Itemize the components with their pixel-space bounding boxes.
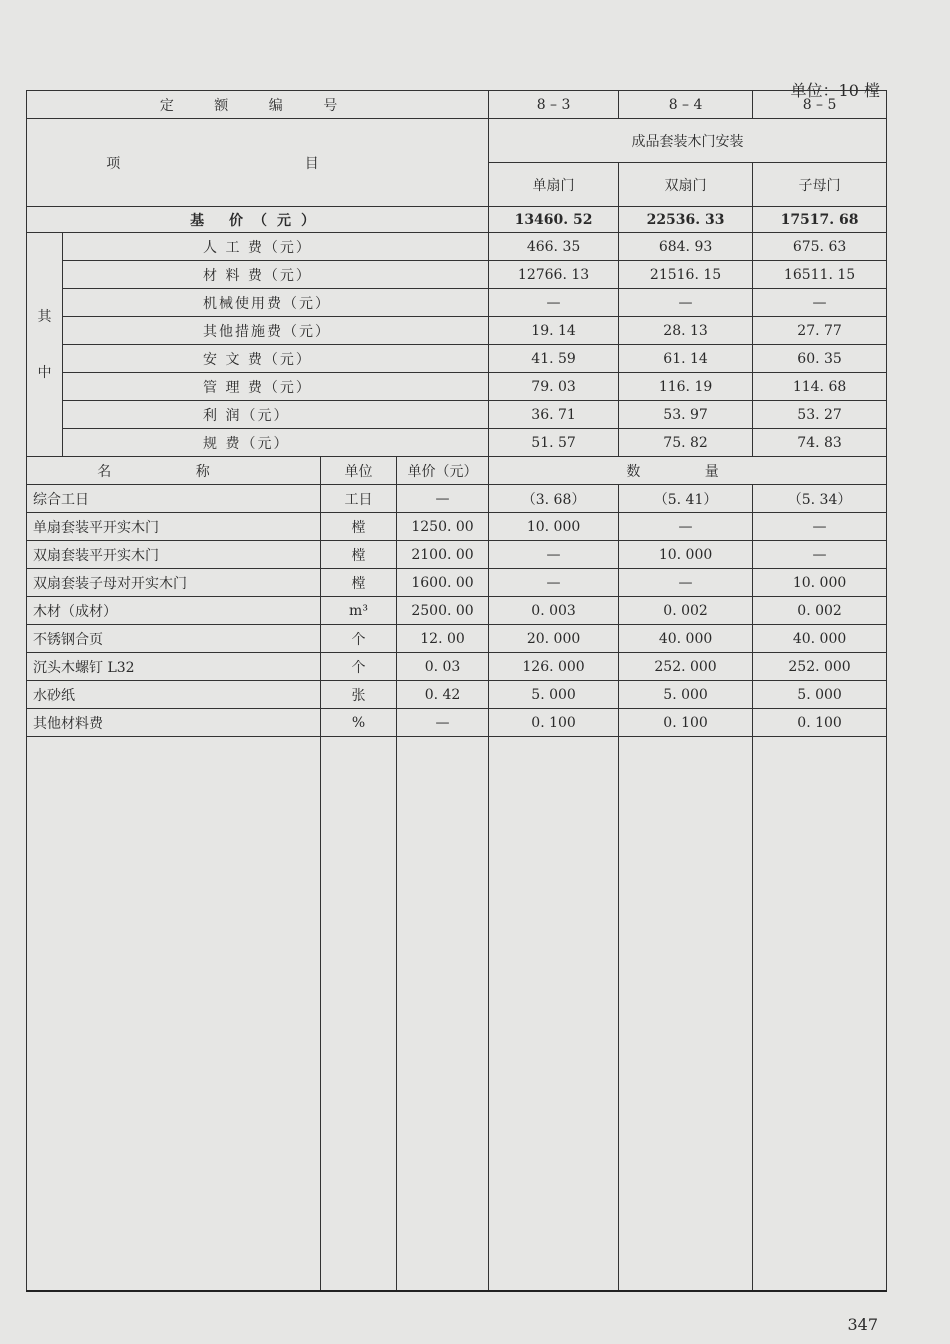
cost-value: 79. 03 [489, 373, 619, 401]
labor-value: （3. 68） [489, 485, 619, 513]
material-value: 252. 000 [619, 653, 753, 681]
material-value: 0. 002 [753, 597, 887, 625]
material-value: — [753, 541, 887, 569]
cost-label: 材 料 费（元） [63, 261, 489, 289]
material-unit: 个 [321, 625, 397, 653]
material-value: 40. 000 [619, 625, 753, 653]
material-unit: 樘 [321, 541, 397, 569]
cost-label: 人 工 费（元） [63, 233, 489, 261]
labor-unit-price: — [397, 485, 489, 513]
material-name: 不锈钢合页 [27, 625, 321, 653]
material-value: 10. 000 [619, 541, 753, 569]
material-name: 其他材料费 [27, 709, 321, 737]
quota-code-label: 定 额 编 号 [27, 91, 489, 119]
material-unit: % [321, 709, 397, 737]
cost-value: — [489, 289, 619, 317]
cost-label: 安 文 费（元） [63, 345, 489, 373]
material-value: 0. 100 [619, 709, 753, 737]
material-unit-price: 12. 00 [397, 625, 489, 653]
material-unit-price: 0. 03 [397, 653, 489, 681]
project-label: 项 目 [27, 119, 489, 207]
cost-value: 12766. 13 [489, 261, 619, 289]
material-value: 5. 000 [753, 681, 887, 709]
cost-label: 利 润（元） [63, 401, 489, 429]
material-unit-price: 1600. 00 [397, 569, 489, 597]
material-name: 双扇套装平开实木门 [27, 541, 321, 569]
cost-value: 75. 82 [619, 429, 753, 457]
cost-label: 机械使用费（元） [63, 289, 489, 317]
cost-value: 36. 71 [489, 401, 619, 429]
material-name: 木材（成材） [27, 597, 321, 625]
group-title: 成品套装木门安装 [489, 119, 887, 163]
code-8-5: 8 – 5 [753, 91, 887, 119]
materials-name-header: 名 称 [27, 457, 321, 485]
material-unit: 樘 [321, 513, 397, 541]
code-8-4: 8 – 4 [619, 91, 753, 119]
material-unit-price: 0. 42 [397, 681, 489, 709]
cost-value: 41. 59 [489, 345, 619, 373]
material-name: 单扇套装平开实木门 [27, 513, 321, 541]
labor-value: （5. 41） [619, 485, 753, 513]
material-value: 252. 000 [753, 653, 887, 681]
material-unit-price: 1250. 00 [397, 513, 489, 541]
material-name: 沉头木螺钉 L32 [27, 653, 321, 681]
material-value: 0. 002 [619, 597, 753, 625]
material-unit: m³ [321, 597, 397, 625]
labor-name: 综合工日 [27, 485, 321, 513]
quota-table [26, 90, 887, 1292]
material-value: — [753, 513, 887, 541]
breakdown-side-label [27, 233, 63, 457]
material-value: — [619, 569, 753, 597]
material-unit-price: 2100. 00 [397, 541, 489, 569]
cost-value: 61. 14 [619, 345, 753, 373]
cost-value: 19. 14 [489, 317, 619, 345]
materials-quantity-header: 数 量 [489, 457, 887, 485]
material-value: 5. 000 [489, 681, 619, 709]
materials-price-header: 单价（元） [397, 457, 489, 485]
material-unit: 樘 [321, 569, 397, 597]
material-value: 20. 000 [489, 625, 619, 653]
material-value: 10. 000 [489, 513, 619, 541]
cost-value: 16511. 15 [753, 261, 887, 289]
cost-value: 21516. 15 [619, 261, 753, 289]
cost-label: 管 理 费（元） [63, 373, 489, 401]
material-value: — [619, 513, 753, 541]
cost-value: 51. 57 [489, 429, 619, 457]
unit-note: 单位：10 樘 [790, 81, 880, 100]
material-value: 40. 000 [753, 625, 887, 653]
base-price-value: 17517. 68 [753, 207, 887, 233]
material-value: 0. 100 [753, 709, 887, 737]
material-value: 0. 100 [489, 709, 619, 737]
cost-value: 53. 97 [619, 401, 753, 429]
cost-value: 60. 35 [753, 345, 887, 373]
cost-value: 114. 68 [753, 373, 887, 401]
material-unit-price: 2500. 00 [397, 597, 489, 625]
cost-value: — [753, 289, 887, 317]
material-unit: 个 [321, 653, 397, 681]
item-single-door: 单扇门 [489, 163, 619, 207]
material-value: 126. 000 [489, 653, 619, 681]
page-number: 347 [847, 1315, 878, 1334]
base-price-value: 22536. 33 [619, 207, 753, 233]
base-price-value: 13460. 52 [489, 207, 619, 233]
cost-value: 28. 13 [619, 317, 753, 345]
cost-label: 其他措施费（元） [63, 317, 489, 345]
cost-label: 规 费（元） [63, 429, 489, 457]
cost-value: — [619, 289, 753, 317]
item-double-door: 双扇门 [619, 163, 753, 207]
cost-value: 74. 83 [753, 429, 887, 457]
cost-value: 684. 93 [619, 233, 753, 261]
cost-value: 466. 35 [489, 233, 619, 261]
material-value: — [489, 541, 619, 569]
cost-value: 675. 63 [753, 233, 887, 261]
material-value: 10. 000 [753, 569, 887, 597]
base-price-label: 基 价（元） [27, 207, 489, 233]
material-name: 水砂纸 [27, 681, 321, 709]
cost-value: 53. 27 [753, 401, 887, 429]
material-value: 5. 000 [619, 681, 753, 709]
material-value: 0. 003 [489, 597, 619, 625]
item-mother-son-door: 子母门 [753, 163, 887, 207]
material-value: — [489, 569, 619, 597]
side-label-qi: 其 [37, 308, 52, 325]
labor-value: （5. 34） [753, 485, 887, 513]
code-8-3: 8 – 3 [489, 91, 619, 119]
material-unit: 张 [321, 681, 397, 709]
materials-unit-header: 单位 [321, 457, 397, 485]
labor-unit: 工日 [321, 485, 397, 513]
cost-value: 116. 19 [619, 373, 753, 401]
cost-value: 27. 77 [753, 317, 887, 345]
material-name: 双扇套装子母对开实木门 [27, 569, 321, 597]
side-label-zhong: 中 [37, 364, 52, 381]
material-unit-price: — [397, 709, 489, 737]
blank-filler-row [27, 737, 887, 1291]
